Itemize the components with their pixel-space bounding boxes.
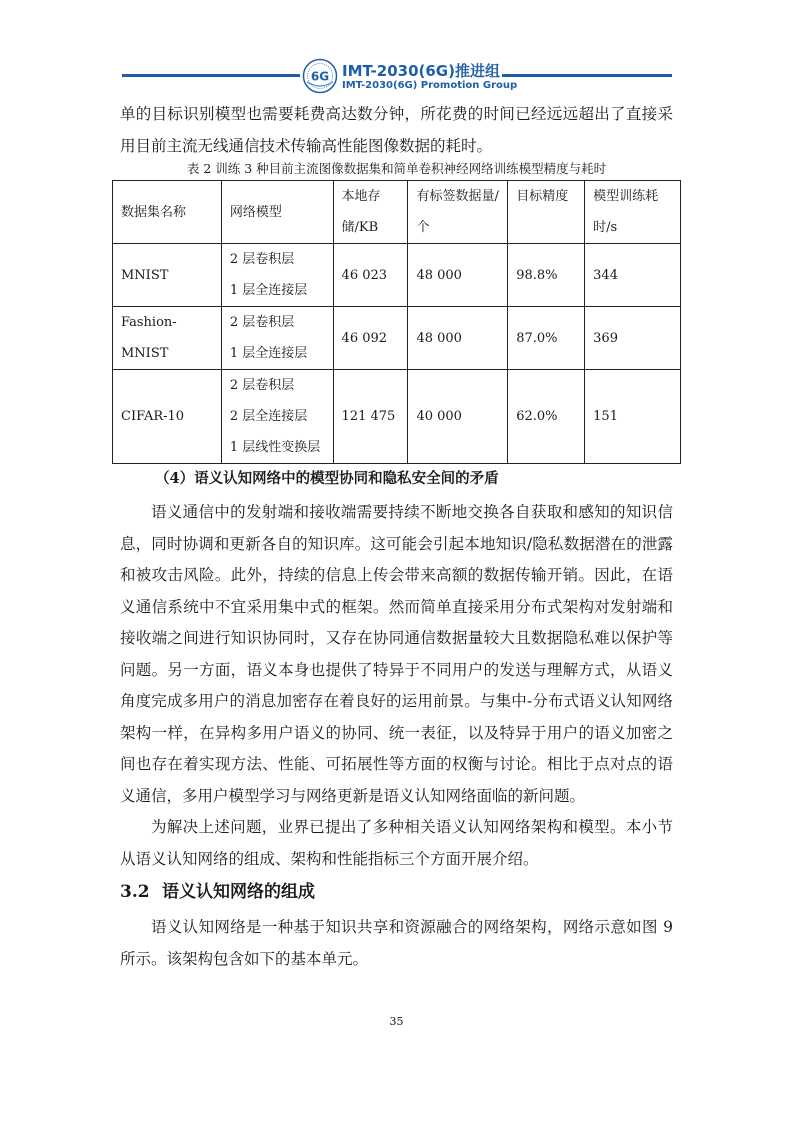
body-paragraph-solutions: 为解决上述问题，业界已提出了多种相关语义认知网络架构和模型。本小节从语义认知网络的组成、架构和性能指标三个方面开展介绍。: [120, 818, 673, 868]
labeled-cell: 48 000: [408, 307, 508, 370]
header-cell-model: 网络模型: [221, 181, 333, 244]
model-layer: 2 层卷积层: [229, 252, 295, 267]
brand-block: [342, 63, 517, 92]
model-cell: [221, 307, 333, 370]
model-layer: 2 层全连接层: [229, 409, 308, 424]
brand-subtitle: IMT-2030(6G) Promotion Group: [342, 80, 518, 91]
intro-paragraph: 单的目标识别模型也需要耗费高达数分钟，所花费的时间已经远远超出了直接采用目前主流无线通信技术传输高性能图像数据的耗时。: [120, 105, 673, 155]
brand-name: IMT-2030(6G)推进组: [342, 62, 500, 80]
logo-text: 6G: [310, 69, 330, 84]
section-title: 语义认知网络的组成: [162, 882, 315, 902]
dataset-cell: Fashion-MNIST: [113, 307, 222, 370]
labeled-cell: 40 000: [408, 370, 508, 464]
model-layer: 1 层线性变换层: [229, 440, 321, 455]
model-layer: 2 层卷积层: [229, 315, 295, 330]
table-row: [113, 307, 681, 370]
model-layer: 1 层全连接层: [229, 283, 308, 298]
model-layer: 2 层卷积层: [229, 378, 295, 393]
header-cell-accuracy: 目标精度: [508, 181, 585, 244]
imt-2030-logo: [302, 58, 338, 94]
section-heading: [120, 880, 315, 904]
header-rule-right: [502, 74, 672, 77]
body-paragraph-privacy: 语义通信中的发射端和接收端需要持续不断地交换各自获取和感知的知识信息，同时协调和更新各自的知识库。这可能会引起本地知识/隐私数据潜在的泄露和被攻击风险。此外，持续的信息上传会带来高额的数据传输开销。因此，在语义通信系统中不宜采用集中式的框架。然而简单直接采用分布式架构对发射端和接收端之间进行知识协同时，又存在协同通信数据量较大且数据隐私难以保护等问题。另一方面，语义本身也提供了特异于不同用户的发送与理解方式，从语义角度完成多用户的消息加密存在着良好的运用前景。与集中-分布式语义认知网络架构一样，在异构多用户语义的协同、统一表征，以及特异于用户的语义加密之间也存在着实现方法、性能、可拓展性等方面的权衡与讨论。相比于点对点的语义通信，多用户模型学习与网络更新是语义认知网络面临的新问题。: [120, 503, 673, 805]
storage-cell: 121 475: [333, 370, 408, 464]
storage-cell: 46 023: [333, 244, 408, 307]
accuracy-cell: 98.8%: [508, 244, 585, 307]
accuracy-cell: 87.0%: [508, 307, 585, 370]
header-rule-left: [122, 74, 300, 77]
header-cell-time: 模型训练耗时/s: [585, 181, 681, 244]
model-cell: [221, 370, 333, 464]
results-table: [112, 180, 681, 464]
subsection-heading: （4）语义认知网络中的模型协同和隐私安全间的矛盾: [155, 470, 499, 487]
dataset-cell: MNIST: [113, 244, 222, 307]
section-number: 3.2: [120, 882, 150, 902]
time-cell: 151: [585, 370, 681, 464]
model-cell: [221, 244, 333, 307]
header-cell-storage: 本地存储/KB: [333, 181, 408, 244]
dataset-cell: CIFAR-10: [113, 370, 222, 464]
model-layer: 1 层全连接层: [229, 346, 308, 361]
table-header-row: [113, 181, 681, 244]
time-cell: 344: [585, 244, 681, 307]
labeled-cell: 48 000: [408, 244, 508, 307]
header-cell-dataset: 数据集名称: [113, 181, 222, 244]
page-number: 35: [389, 1015, 404, 1028]
time-cell: 369: [585, 307, 681, 370]
page-header: [0, 58, 793, 98]
table-row: [113, 370, 681, 464]
accuracy-cell: 62.0%: [508, 370, 585, 464]
table-caption: 表 2 训练 3 种目前主流图像数据集和简单卷积神经网络训练模型精度与耗时: [186, 161, 607, 176]
table-row: [113, 244, 681, 307]
header-cell-labeled: 有标签数据量/个: [408, 181, 508, 244]
storage-cell: 46 092: [333, 307, 408, 370]
body-paragraph-network: 语义认知网络是一种基于知识共享和资源融合的网络架构，网络示意如图 9 所示。该架构包含如下的基本单元。: [120, 918, 673, 968]
